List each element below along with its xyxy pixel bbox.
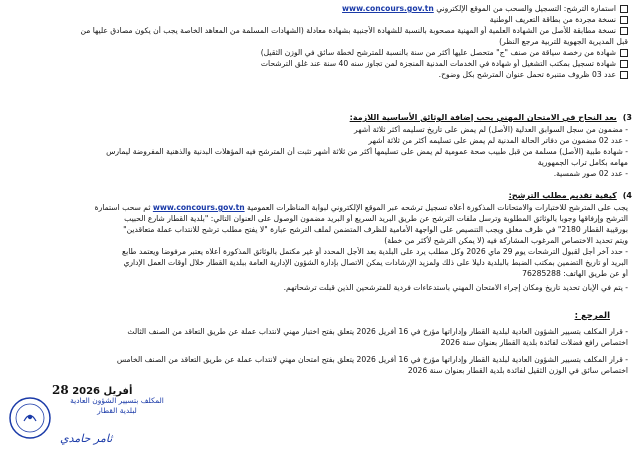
doc-item-text: نسخة مجردة من بطاقة التعريف الوطنية [489, 15, 616, 24]
section-3-line: - عدد 02 مضمون من دفاتر الحالة المدنية لم يمض على تسليمه أكثر من ثلاثة أشهر [12, 136, 628, 146]
section-4-heading [12, 190, 632, 201]
section-4-line [12, 203, 628, 213]
section-4-line: الترشح وإرفاقها وجوبا بالوثائق المطلوبة وترسل ملفات الترشح عن طريق البريد السريع أو البريد مضمون الوصول على العنوان التالي: "بلدية القطار شارع الحبيب [124, 214, 628, 223]
references-heading: المرجع : [574, 311, 610, 321]
section-3-heading [12, 112, 632, 123]
signatory-municipality: لبلدية القطار [97, 406, 137, 415]
section-4-line: أو عن طريق الهاتف: 76285288 [522, 269, 628, 278]
section-3-line: مهامه بكامل تراب الجمهورية [537, 158, 628, 167]
signatory-title: المكلف بتسيير الشؤون العادية [70, 396, 164, 405]
doc-item-diploma [12, 26, 628, 36]
signature-date [52, 383, 172, 397]
square-bullet-icon [620, 60, 628, 68]
section-3-line: - عدد 02 صور شمسية. [12, 169, 628, 179]
section-4-line: ويتم تحديد الاختصاص المرغوب المشاركة فيه (لا يمكن الترشح لأكثر من خطة) [384, 236, 628, 245]
doc-item-employment-certificate [12, 59, 628, 69]
section-4-text: يجب على المترشح للاختبارات والامتحانات المذكورة أعلاه تسجيل ترشحه عبر الموقع الإلكتروني لبوابة المناظرات العمومية [244, 203, 628, 212]
section-4-line: - حدد آخر أجل لقبول الترشحات يوم 29 ماي 2026 وكل مطلب يرد على البلدية بعد الأجل المحدد أو غير مكتمل بالوثائق المذكورة أعلاه يعتبر مرفوضا ويعتمد طابع [12, 247, 628, 257]
doc-item-text: استمارة الترشح: التسجيل والسحب من الموقع الإلكتروني [433, 4, 616, 13]
doc-item-id-card [12, 15, 628, 25]
square-bullet-icon [620, 5, 628, 13]
reference-line: اختصاص رافع فضلات لفائدة بلدية القطار بعنوان سنة 2026 [440, 338, 628, 347]
date-month-year: أفريل 2026 [72, 386, 133, 397]
doc-item-diploma-continued [12, 37, 628, 47]
concours-website-link[interactable]: www.concours.gov.tn [152, 203, 245, 212]
doc-item-text: قبل المديرية الجهوية للتربية مرجع النظر) [499, 37, 628, 46]
section-number: 4) [622, 191, 632, 200]
section-4-line: البريد أو تاريخ التضمين بمكتب الضبط بالبلدية دليلا على ذلك ولمزيد الإرشادات يمكن الاتصال بإدارة الشؤون الإدارية العامة ببلدية القطار خلال أوقات العمل الإداري [123, 258, 628, 267]
doc-item-envelopes [12, 70, 628, 80]
square-bullet-icon [620, 49, 628, 57]
reference-line: - قرار المكلف بتسيير الشؤون العادية لبلدية القطار وإداراتها مؤرخ في 16 أفريل 2026 يتعلق بفتح اختبار مهني لانتداب عملة عن طريق التعاقد من الصنف الثالث [12, 327, 628, 337]
section-3-line: - شهادة طبية (الأصل) مسلمة من قبل طبيب صحة عمومية لم يمض على تسليمها أكثر من ثلاثة أشهر تثبت أن المترشح فيه المؤهلات البدنية والذهنية المفروضة ليمارس [12, 147, 628, 157]
doc-item-text: شهادة تسجيل بمكتب التشغيل أو شهادة في الخدمات المدنية المنجزة لمن تجاوز سنه 40 سنة عند غلق الترشحات [260, 59, 616, 68]
section-number: 3) [622, 113, 632, 122]
doc-item-application-form [12, 4, 628, 14]
square-bullet-icon [620, 71, 628, 79]
section-title: كيفية تقديم مطلب الترشح: [508, 191, 617, 200]
section-3-line: - مضمون من سجل السوابق العدلية (الأصل) لم يمض على تاريخ تسليمه أكثر ثلاثة أشهر [12, 125, 628, 135]
concours-website-link[interactable]: www.concours.gov.tn [342, 4, 434, 13]
reference-line: - قرار المكلف بتسيير الشؤون العادية لبلدية القطار وإداراتها مؤرخ في 16 أفريل 2026 يتعلق بفتح امتحان مهني لانتداب عملة عن طريق التعاقد من الصنف الخامس [12, 355, 628, 365]
square-bullet-icon [620, 27, 628, 35]
date-day: 28 [52, 383, 69, 397]
official-stamp-icon [8, 396, 52, 440]
doc-item-text: نسخة مطابقة للأصل من الشهادة العلمية أو المهنية مصحوبة بالنسبة للشهادة الأجنبية بشهادة معادلة (الشهادات المسلمة من المعاهد الخاصة يجب أن يكون مصادق عليها من [80, 26, 616, 35]
section-4-text: ثم سحب استمارة [94, 203, 153, 212]
doc-item-driving-license [12, 48, 628, 58]
reference-line: اختصاص سائق في الوزن الثقيل لفائدة بلدية القطار بعنوان سنة 2026 [407, 366, 628, 375]
section-title: بعد النجاح في الامتحان المهني يجب إضافة الوثائق الأساسية اللازمة: [349, 113, 617, 122]
section-4-line: بورقيبة القطار 2180" في ظرف مغلق ويجب التنصيص على الواجهة الأمامية للظرف المتضمن لملف الترشح عبارة "لا يفتح مطلب ترشح للانتداب عملة متعاقدين" [123, 225, 628, 234]
section-4-line: - يتم في الإبان تحديد تاريخ ومكان إجراء الامتحان المهني باستدعاءات فردية للمترشحين الذين قبلت ترشحاتهم. [12, 283, 628, 293]
doc-item-text: شهادة من رخصة سياقة من صنف "ج" متحصل عليها أكثر من سنة بالنسبة للمترشح لخطة سائق في الوزن الثقيل) [260, 48, 616, 57]
signatory-name: ثامر حامدي [60, 432, 113, 445]
square-bullet-icon [620, 16, 628, 24]
doc-item-text: عدد 03 ظروف متنبرة تحمل عنوان المترشح بكل وضوح. [438, 70, 616, 79]
